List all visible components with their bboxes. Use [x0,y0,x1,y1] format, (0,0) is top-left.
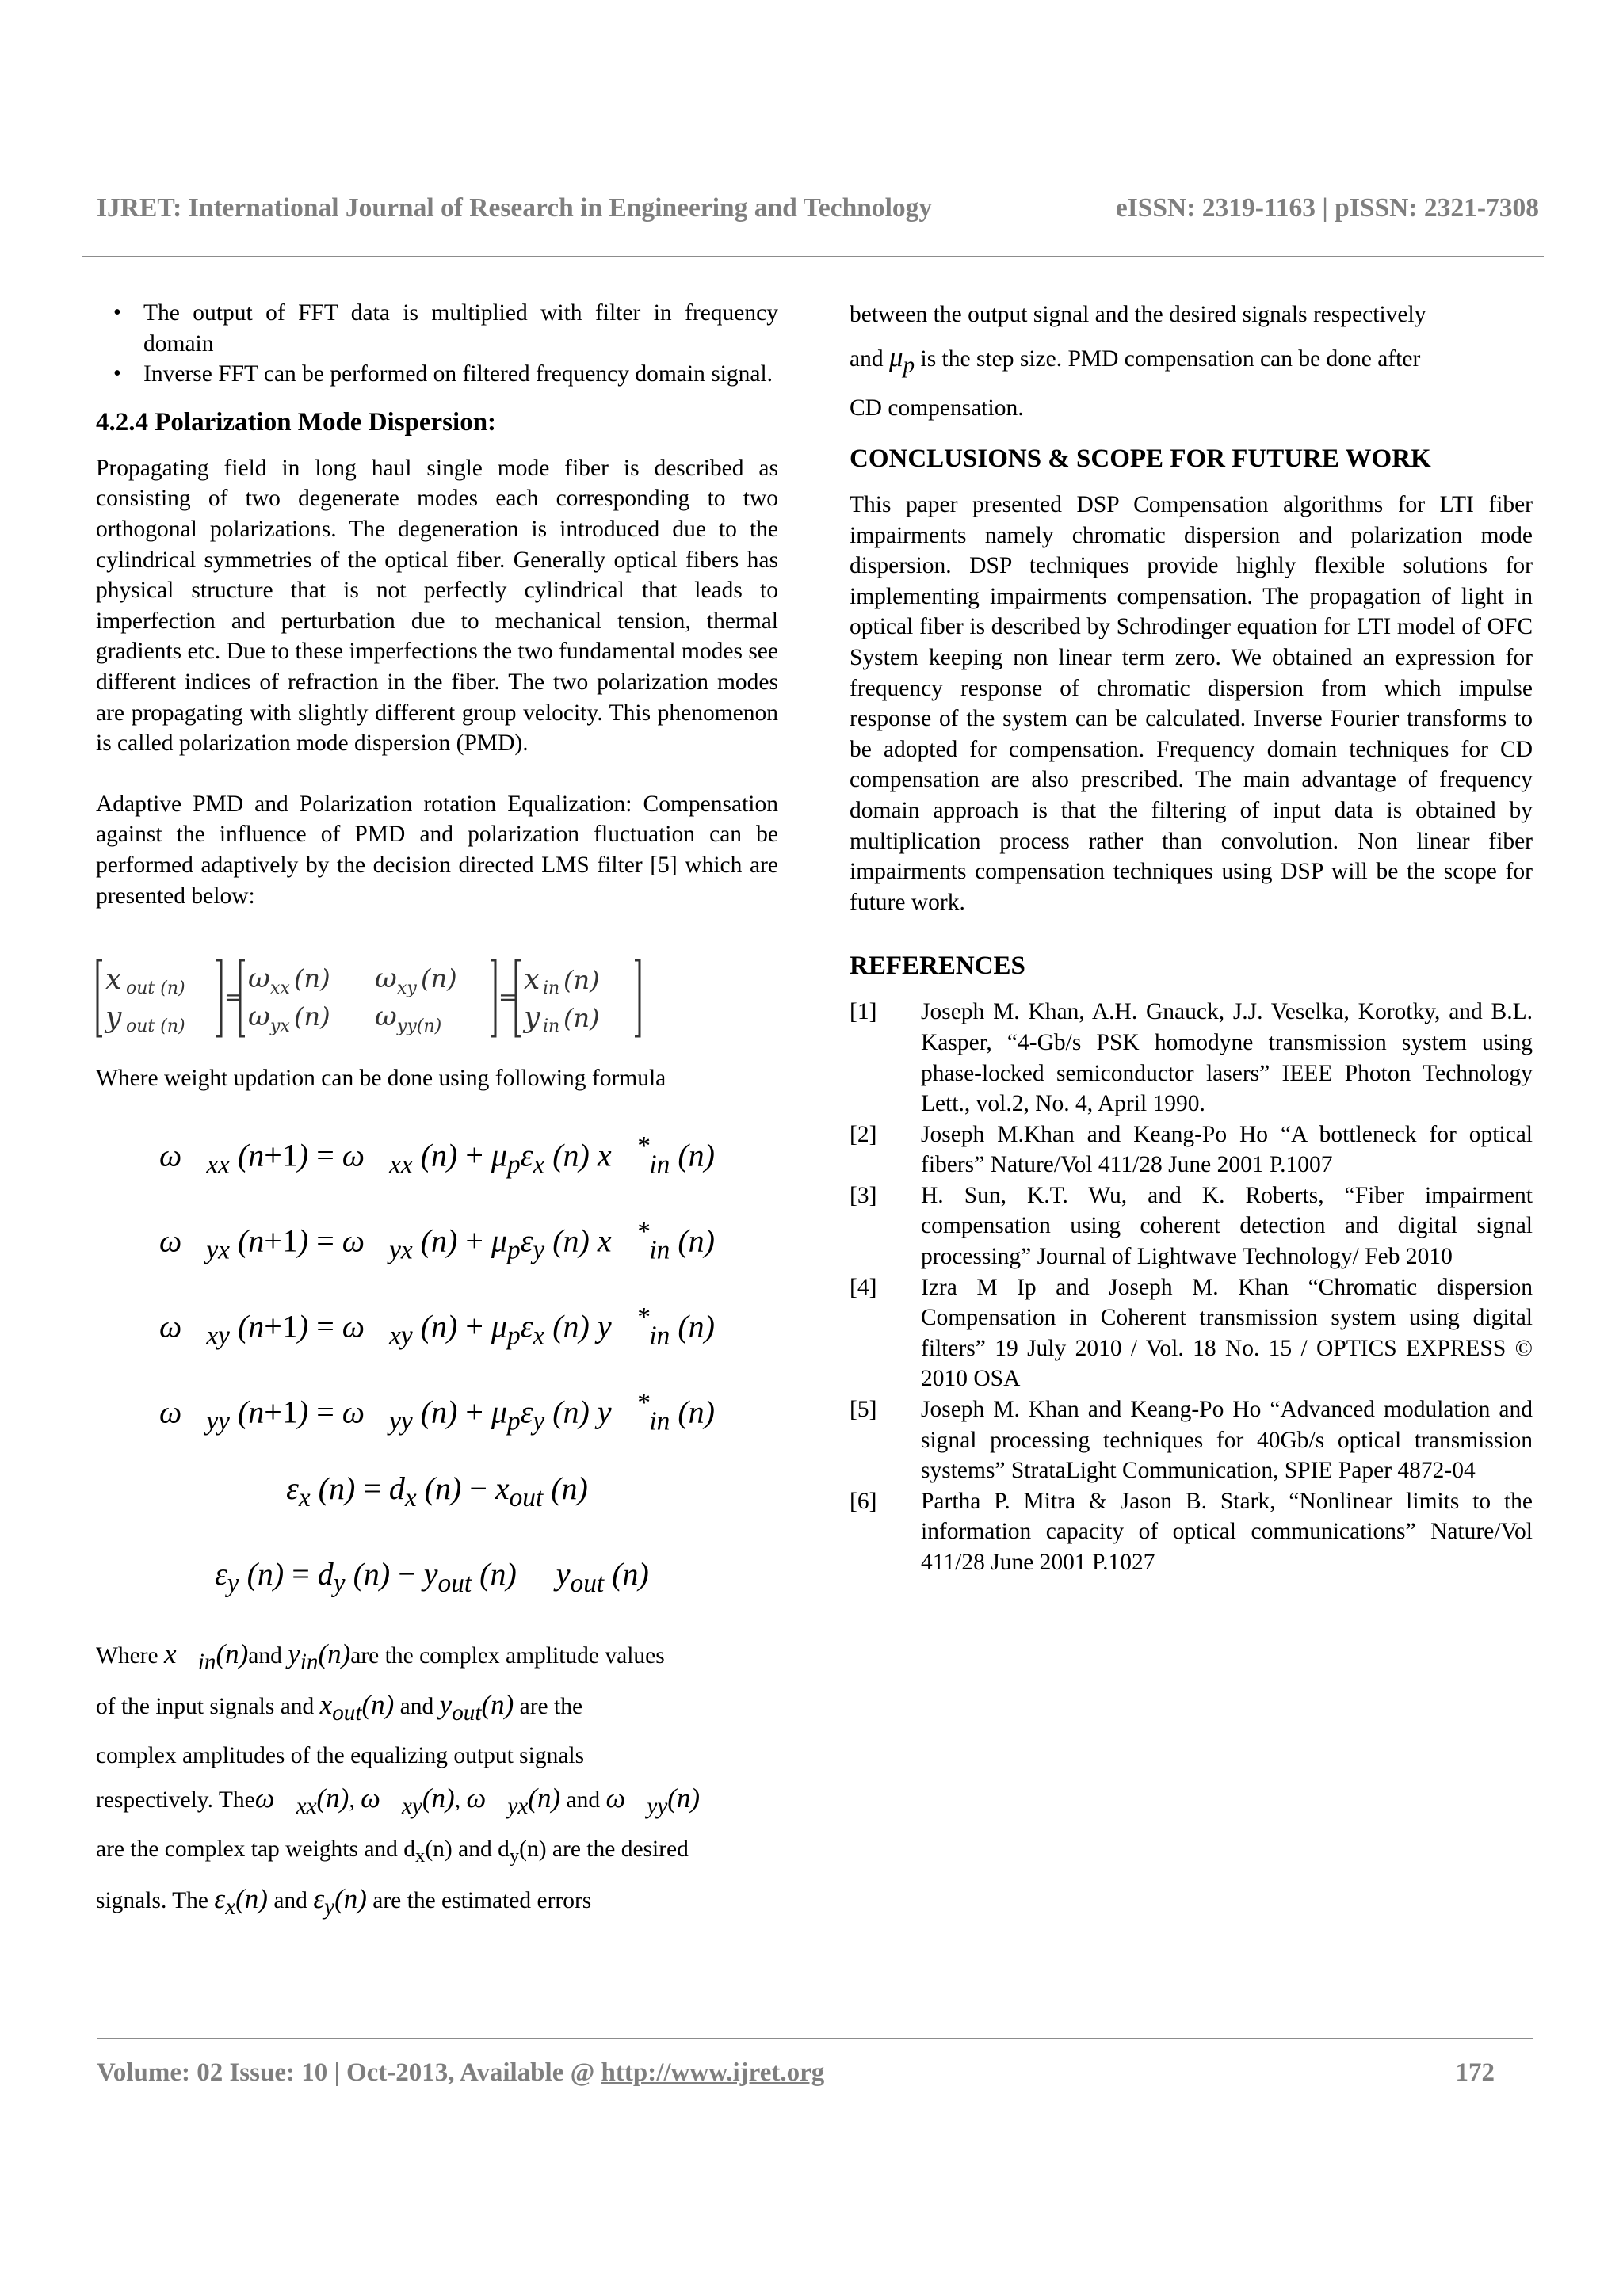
svg-text:y: y [524,1001,540,1035]
where-line-3: complex amplitudes of the equalizing output signals [96,1742,585,1768]
svg-text:out (n): out (n) [126,978,185,999]
volume-text: Volume: 02 Issue: 10 | Oct-2013, Available @ [97,2058,601,2087]
conclusions-heading: CONCLUSIONS & SCOPE FOR FUTURE WORK [850,444,1431,473]
equation-wyx: $\omega⃗_{yx}$ $(n+1) = \omega⃗_{yx}$ $(n) + \mu_p\varepsilon_y$ (n) $x⃗^*_{in}$ (n) [159,1216,715,1265]
reference-item: [5] Joseph M. Khan and Keang-Po Ho “Advanced modulation and signal processing techniques for 40Gb/s optical transmission systems” StrataLight Communication, SPIE Paper 4872-04 [850,1397,1533,1484]
matrix-equation-graphic [96,955,651,1041]
equation-ex: $\varepsilon_x$ $(n) = d_x$ $(n) - x_{out}$ (n) [286,1470,588,1512]
svg-text:xx: xx [270,978,290,999]
weight-intro: Where weight updation can be done using following formula [96,1066,666,1092]
issn-text: eISSN: 2319-1163 | pISSN: 2321-7308 [1115,193,1539,223]
reference-item: [6] Partha P. Mitra & Jason B. Stark, “Nonlinear limits to the information capacity of optical communications” Nature/Vol 411/28 June 2001 P.1027 [850,1488,1533,1575]
right-column [850,293,1533,1578]
svg-text:(n): (n) [294,1001,330,1032]
svg-text:(n): (n) [563,965,600,996]
references-heading: REFERENCES [850,952,1025,981]
svg-text:xy: xy [397,978,417,999]
running-footer [97,2058,1495,2088]
where-line-1: Where $x⃗_{in}(n)and$ $y_{in}(n)are$ the complex amplitude values [96,1638,665,1675]
reference-item: [2] Joseph M.Khan and Keang-Po Ho “A bottleneck for optical fibers” Nature/Vol 411/28 June 2001 P.1007 [850,1121,1533,1178]
equation-ey: $\varepsilon_y$ $(n) = d_y$ $(n) - y_{out}$ (n) $y_{out}$ (n) [215,1555,649,1598]
svg-text:(n): (n) [294,963,330,994]
reference-item: [4] Izra M Ip and Joseph M. Khan “Chromatic dispersion Compensation in Coherent transmission system using digital filters” 19 July 2010 / Vol. 18 No. 15 / OPTICS EXPRESS © 2010 OSA [850,1274,1533,1392]
where-line-6: signals. The $\varepsilon_x(n)$ and $\varepsilon_y(n)$ are the estimated errors [96,1882,592,1920]
svg-text:=: = [224,984,243,1011]
svg-text:ω: ω [375,1001,397,1033]
svg-text:x: x [524,963,540,997]
equation-wyy: $\omega⃗_{yy}$ $(n+1) = \omega⃗_{yy}$ $(n) + \mu_p\varepsilon_y$ (n) $y⃗^*_{in}$ (n) [159,1387,715,1436]
section-heading: 4.2.4 Polarization Mode Dispersion: [96,407,497,437]
continuation-line-1: between the output signal and the desired signals respectively [850,302,1426,327]
running-header [97,193,1539,223]
where-line-4: respectively. $The\omega⃗_{xx}(n)$, $\omega⃗_{xy}(n)$, $\omega⃗_{yx}(n)$ and $\omega⃗_{yy}(n)$ [96,1782,701,1819]
bullet-list [96,298,778,390]
svg-text:yx: yx [270,1016,290,1037]
footer-rule [97,2038,1533,2039]
update-equations [96,1104,778,1617]
journal-title: IJRET: International Journal of Research in Engineering and Technology [97,193,933,223]
continuation-line-2: and $\mu_p$ is the step size. PMD compensation can be done after [850,341,1421,378]
page-number: 172 [1455,2058,1495,2087]
svg-text:x: x [105,963,122,997]
svg-text:ω: ω [375,963,397,995]
where-paragraph [96,1633,778,1928]
equalization-paragraph: Adaptive PMD and Polarization rotation Equalization: Compensation against the influence of PMD and polarization fluctuation can be performed adaptively by the decision directed LMS filter [5] which are presented below: [96,791,778,909]
header-rule [82,256,1544,257]
where-line-5: are the complex tap weights and $d_x(n)$ and $d_y(n)$ are the desired [96,1836,689,1867]
journal-link[interactable]: http://www.ijret.org [601,2058,825,2087]
equation-wxx: $\omega⃗_{xx}$ $(n+1) = \omega⃗_{xx}$ $(n) + \mu_p\varepsilon_x$ (n) $x⃗^*_{in}$ (n) [159,1131,715,1180]
svg-text:(n): (n) [563,1003,600,1034]
svg-text:yy(n): yy(n) [397,1016,442,1037]
where-line-2: of the input signals and $x_{out}(n)$ and $y_{out}(n)$ are the [96,1688,583,1726]
svg-text:(n): (n) [421,963,457,994]
svg-text:in: in [543,978,560,999]
equation-wxy: $\omega⃗_{xy}$ $(n+1) = \omega⃗_{xy}$ $(n) + \mu_p\varepsilon_x$ (n) $y⃗^*_{in}$ (n) [159,1302,715,1351]
reference-list [850,997,1533,1577]
svg-text:y: y [105,1001,122,1035]
svg-text:in: in [543,1016,560,1037]
svg-text:=: = [498,984,517,1011]
bullet-item: • Inverse FFT can be performed on filtered frequency domain signal. [96,359,778,390]
pmd-paragraph: Propagating field in long haul single mode fiber is described as consisting of two degenerate modes each corresponding to two orthogonal polarizations. The degeneration is introduced due to the cylindrical symmetries of the optical fiber. Generally optical fibers has physical structure that is not perfectly cylindrical that leads to imperfection and perturbation due to mechanical tension, thermal gradients etc. Due to these imperfections the two fundamental modes see different indices of refraction in the fiber. The two polarization modes are propagating with slightly different group velocity. This phenomenon is called polarization mode dispersion (PMD). [96,455,778,757]
svg-text:ω: ω [248,1001,270,1033]
reference-item: [3] H. Sun, K.T. Wu, and K. Roberts, “Fiber impairment compensation using coherent detection and digital signal processing” Journal of Lightwave Technology/ Feb 2010 [850,1182,1533,1270]
continuation-line-3: CD compensation. [850,395,1024,421]
left-column [96,298,778,1928]
matrix-equation [96,955,778,1041]
conclusions-paragraph: This paper presented DSP Compensation algorithms for LTI fiber impairments namely chromatic dispersion and polarization mode dispersion. DSP techniques provide highly flexible solutions for implementing impairments compensation. The propagation of light in optical fiber is described by Schrodinger equation for LTI model of OFC System keeping non linear term zero. We obtained an expression for frequency response of chromatic dispersion from which impulse response of the system can be calculated. Inverse Fourier transforms to be adopted for compensation. Frequency domain techniques for CD compensation are also prescribed. The main advantage of frequency domain approach is that the filtering of input data is obtained by multiplication process rather than convolution. Non linear fiber impairments compensation techniques using DSP will be the scope for future work. [850,492,1533,915]
svg-text:out (n): out (n) [126,1016,185,1037]
svg-text:ω: ω [248,963,270,995]
reference-item: [1] Joseph M. Khan, A.H. Gnauck, J.J. Veselka, Korotky, and B.L. Kasper, “4-Gb/s PSK homodyne transmission system using phase-locked semiconductor lasers” IEEE Photon Technology Lett., vol.2, No. 4, April 1990. [850,999,1533,1117]
bullet-item: • The output of FFT data is multiplied with filter in frequency domain [96,298,778,359]
